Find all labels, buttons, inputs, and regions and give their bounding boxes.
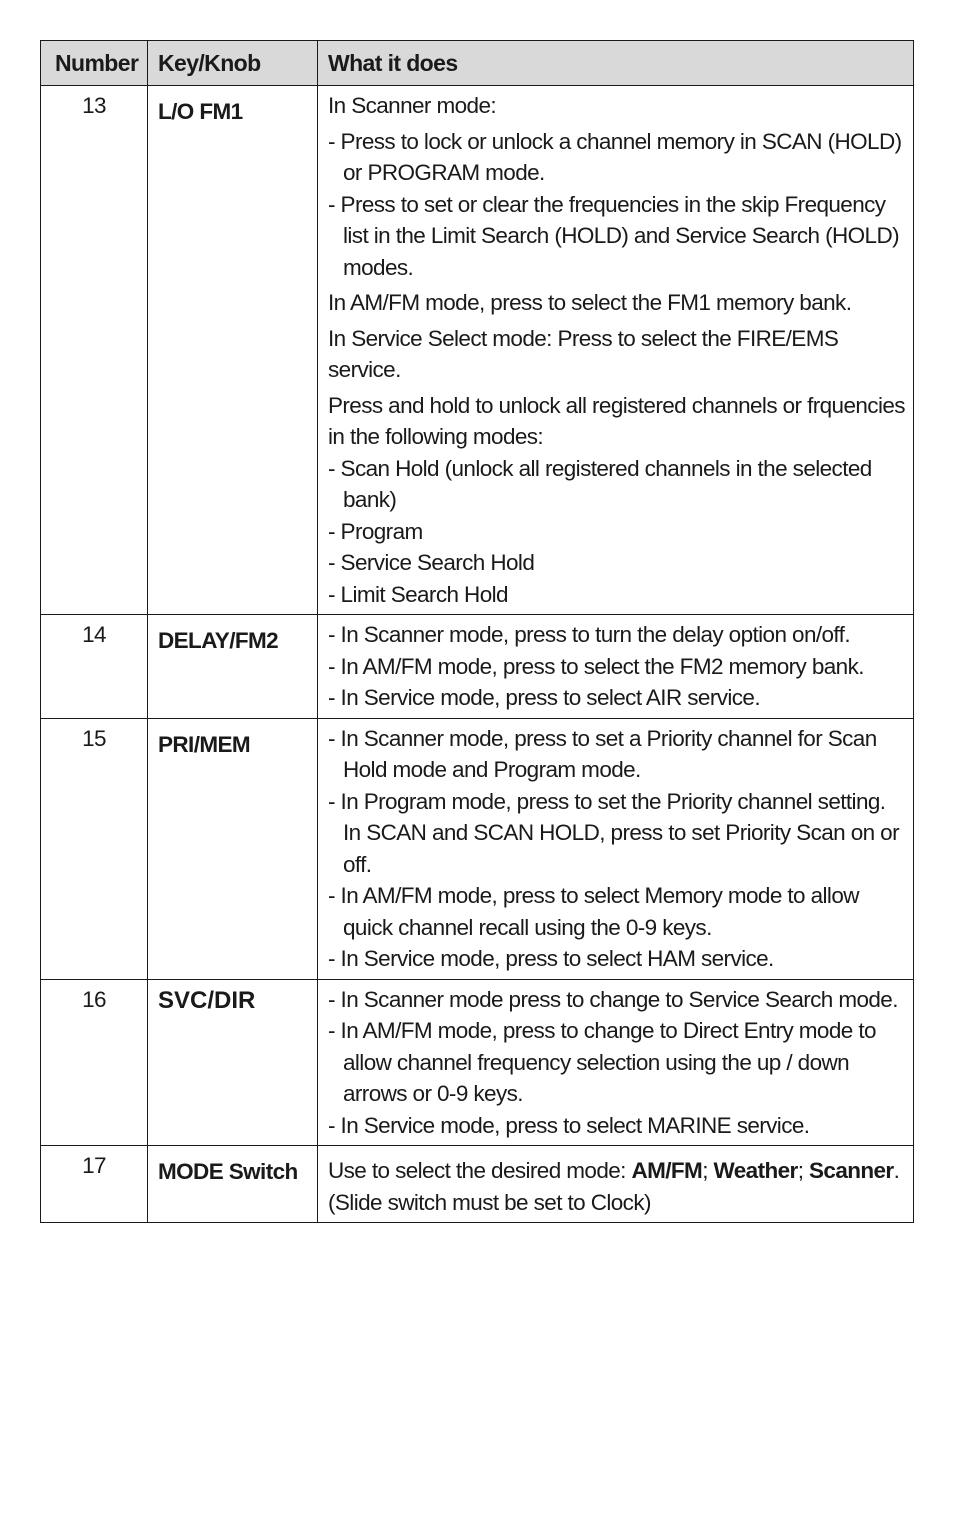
- separator: ;: [797, 1158, 809, 1183]
- key-function-table: [40, 40, 914, 1223]
- desc-bullet-group: [328, 126, 907, 284]
- desc-paragraph: Press and hold to unlock all registered channels or frquencies in the following modes:: [328, 392, 905, 449]
- row-description: [318, 718, 914, 979]
- desc-bullet: - Press to lock or unlock a channel memory in SCAN (HOLD) or PROGRAM mode.: [328, 128, 902, 185]
- desc-bullet: - In Service mode, press to select MARINE service.: [328, 1112, 810, 1138]
- desc-bullet: - In Scanner mode press to change to Service Search mode.: [328, 986, 898, 1012]
- desc-mode-line: [328, 1155, 907, 1187]
- desc-bullet: - In Scanner mode, press to turn the delay option on/off.: [328, 622, 850, 647]
- row-description: [318, 86, 914, 615]
- table-row: [41, 86, 914, 615]
- desc-paragraph: In Service Select mode: Press to select the FIRE/EMS service.: [328, 325, 839, 382]
- row-key: L/O FM1: [148, 86, 318, 615]
- table-row: [41, 615, 914, 719]
- desc-intro: In Scanner mode:: [328, 93, 497, 118]
- desc-text: Use to select the desired mode:: [328, 1158, 632, 1183]
- desc-bullet: - Limit Search Hold: [328, 581, 508, 607]
- desc-bullet: - In Service mode, press to select AIR service.: [328, 685, 760, 710]
- mode-am-fm: AM/FM: [631, 1158, 703, 1183]
- table-row: [41, 718, 914, 979]
- row-number: 17: [41, 1146, 148, 1223]
- row-key: SVC/DIR: [148, 979, 318, 1146]
- desc-bullet: - In AM/FM mode, press to select Memory mode to allow quick channel recall using the 0-9 keys.: [328, 883, 859, 940]
- row-key: PRI/MEM: [148, 718, 318, 979]
- desc-bullet: - Scan Hold (unlock all registered channels in the selected bank): [328, 455, 872, 512]
- row-key: DELAY/FM2: [148, 615, 318, 719]
- header-what-it-does: What it does: [318, 41, 914, 86]
- row-key: MODE Switch: [148, 1146, 318, 1223]
- desc-bullet-group: [328, 453, 907, 611]
- header-key-knob: Key/Knob: [148, 41, 318, 86]
- mode-scanner: Scanner: [809, 1158, 894, 1183]
- separator: ;: [702, 1158, 714, 1183]
- desc-bullet: - Service Search Hold: [328, 550, 535, 575]
- row-number: 15: [41, 718, 148, 979]
- table-row: [41, 979, 914, 1146]
- desc-note: (Slide switch must be set to Clock): [328, 1189, 651, 1215]
- table-header-row: [41, 41, 914, 86]
- row-description: [318, 979, 914, 1146]
- header-number: Number: [41, 41, 148, 86]
- period: .: [893, 1158, 900, 1183]
- row-number: 14: [41, 615, 148, 719]
- row-number: 13: [41, 86, 148, 615]
- mode-weather: Weather: [713, 1158, 798, 1183]
- desc-bullet: - In Program mode, press to set the Priority channel setting. In SCAN and SCAN HOLD, press to set Priority Scan on or off.: [328, 788, 899, 877]
- desc-bullet: - Press to set or clear the frequencies in the skip Frequency list in the Limit Search (HOLD) and Service Search (HOLD) modes.: [328, 191, 899, 280]
- desc-bullet: - In Scanner mode, press to set a Priority channel for Scan Hold mode and Program mode.: [328, 725, 877, 782]
- desc-bullet: - Program: [328, 518, 423, 544]
- row-description: [318, 1146, 914, 1223]
- desc-paragraph: In AM/FM mode, press to select the FM1 memory bank.: [328, 290, 852, 315]
- desc-bullet: - In AM/FM mode, press to change to Direct Entry mode to allow channel frequency selection using the up / down arrows or 0-9 keys.: [328, 1018, 876, 1106]
- desc-bullet: - In AM/FM mode, press to select the FM2 memory bank.: [328, 653, 864, 679]
- table-row: [41, 1146, 914, 1223]
- row-description: [318, 615, 914, 719]
- desc-bullet: - In Service mode, press to select HAM service.: [328, 946, 774, 971]
- row-number: 16: [41, 979, 148, 1146]
